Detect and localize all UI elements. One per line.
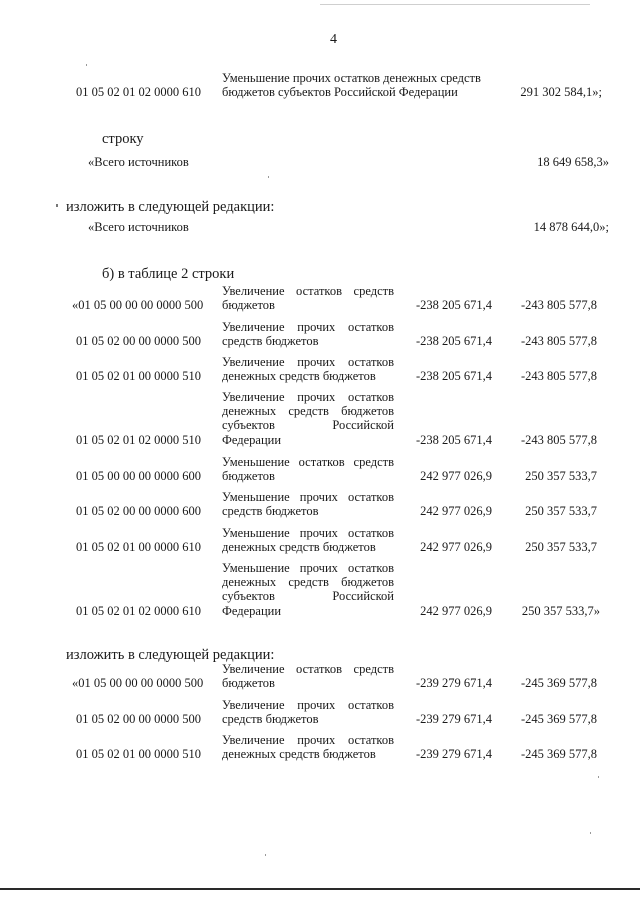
row-description-line: денежных средств бюджетов (222, 747, 376, 762)
row-description-line: Федерации (222, 603, 282, 618)
row-code: 01 05 02 00 00 0000 500 (76, 712, 201, 727)
row-description (222, 284, 394, 312)
row-description (222, 698, 394, 726)
row-code: «01 05 00 00 00 0000 500 (72, 676, 204, 691)
row-code: 01 05 02 00 00 0000 500 (76, 334, 201, 349)
row-description-line: бюджетов (222, 469, 275, 484)
total-old-label: «Всего источников (88, 155, 189, 169)
row-description-line: Увеличение остатков средств (222, 662, 394, 676)
row-code: 01 05 02 01 00 0000 510 (76, 747, 201, 762)
row-description-line: Увеличение прочих остатков (222, 698, 394, 712)
scan-speck (268, 176, 269, 178)
row-description-line: денежных средств бюджетов (222, 575, 394, 590)
row-value-1: 242 977 026,9 (420, 504, 492, 519)
row-value-1: -238 205 671,4 (415, 369, 492, 384)
row-description-line: субъектов Российской (222, 589, 394, 604)
row-description (222, 526, 394, 554)
row-code: 01 05 02 01 00 0000 510 (76, 369, 201, 384)
row-value-2: 250 357 533,7 (525, 469, 597, 484)
row-description-line: бюджетов (222, 298, 275, 313)
row-description-line: денежных средств бюджетов (222, 369, 376, 384)
edit-instruction-1: изложить в следующей редакции: (66, 199, 275, 215)
row-value-1: -239 279 671,4 (415, 747, 492, 762)
page-number: 4 (330, 32, 337, 47)
row-description-line: Уменьшение прочих остатков (222, 490, 394, 504)
total-new-label: «Всего источников (88, 220, 189, 234)
scan-speck (590, 832, 591, 834)
intro-value: 291 302 584,1»; (520, 85, 602, 99)
scan-speck (56, 204, 58, 207)
row-description (222, 490, 394, 518)
row-description-line: денежных средств бюджетов (222, 540, 376, 555)
row-description-line: Увеличение прочих остатков (222, 390, 394, 404)
row-description (222, 320, 394, 348)
row-value-2: 250 357 533,7» (521, 603, 600, 618)
row-description-line: Федерации (222, 432, 282, 447)
row-value-2: 250 357 533,7 (525, 504, 597, 519)
row-value-1: -238 205 671,4 (415, 334, 492, 349)
row-description-line: Увеличение прочих остатков (222, 355, 394, 369)
row-description-line: денежных средств бюджетов (222, 404, 394, 419)
row-code: «01 05 00 00 00 0000 500 (72, 298, 204, 313)
row-description-line: средств бюджетов (222, 712, 319, 727)
row-value-2: -245 369 577,8 (520, 712, 597, 727)
row-description-line: бюджетов (222, 676, 275, 691)
row-value-1: -239 279 671,4 (415, 676, 492, 691)
row-description-line: Увеличение прочих остатков (222, 320, 394, 334)
row-description-line: Уменьшение прочих остатков (222, 561, 394, 575)
edit-instruction-2: изложить в следующей редакции: (66, 647, 275, 663)
scan-speck (265, 854, 266, 856)
row-value-2: -243 805 577,8 (520, 369, 597, 384)
row-description (222, 390, 394, 447)
row-value-2: -243 805 577,8 (520, 298, 597, 313)
row-description (222, 561, 394, 618)
row-value-2: 250 357 533,7 (525, 540, 597, 555)
row-description-line: средств бюджетов (222, 504, 319, 519)
intro-desc-line-1: Уменьшение прочих остатков денежных средств (222, 71, 481, 85)
total-new-value: 14 878 644,0»; (533, 220, 609, 234)
intro-desc-line-2: бюджетов субъектов Российской Федерации (222, 85, 458, 99)
scan-speck (86, 64, 87, 66)
row-value-1: -238 205 671,4 (415, 298, 492, 313)
row-value-2: -243 805 577,8 (520, 334, 597, 349)
row-description (222, 733, 394, 761)
row-description-line: Увеличение остатков средств (222, 284, 394, 298)
scan-speck (598, 776, 599, 778)
row-description-line: Увеличение прочих остатков (222, 733, 394, 747)
row-code: 01 05 00 00 00 0000 600 (76, 469, 201, 484)
row-value-1: 242 977 026,9 (420, 603, 492, 618)
scan-top-edge (320, 4, 590, 5)
row-value-1: -239 279 671,4 (415, 712, 492, 727)
row-code: 01 05 02 01 00 0000 610 (76, 540, 201, 555)
table2-label: б) в таблице 2 строки (102, 266, 235, 282)
row-value-2: -243 805 577,8 (520, 432, 597, 447)
row-value-1: 242 977 026,9 (420, 469, 492, 484)
row-value-1: 242 977 026,9 (420, 540, 492, 555)
scan-bottom-edge (0, 888, 640, 890)
row-code: 01 05 02 01 02 0000 610 (76, 603, 201, 618)
row-code: 01 05 02 01 02 0000 510 (76, 432, 201, 447)
stroku-label: строку (102, 131, 144, 147)
row-description-line: субъектов Российской (222, 418, 394, 433)
row-description-line: Уменьшение остатков средств (222, 455, 394, 469)
row-value-1: -238 205 671,4 (415, 432, 492, 447)
row-description (222, 662, 394, 690)
total-old-value: 18 649 658,3» (537, 155, 609, 169)
row-description (222, 455, 394, 483)
intro-code: 01 05 02 01 02 0000 610 (76, 85, 201, 99)
row-value-2: -245 369 577,8 (520, 676, 597, 691)
row-description-line: средств бюджетов (222, 334, 319, 349)
row-description (222, 355, 394, 383)
row-code: 01 05 02 00 00 0000 600 (76, 504, 201, 519)
row-description-line: Уменьшение прочих остатков (222, 526, 394, 540)
row-value-2: -245 369 577,8 (520, 747, 597, 762)
